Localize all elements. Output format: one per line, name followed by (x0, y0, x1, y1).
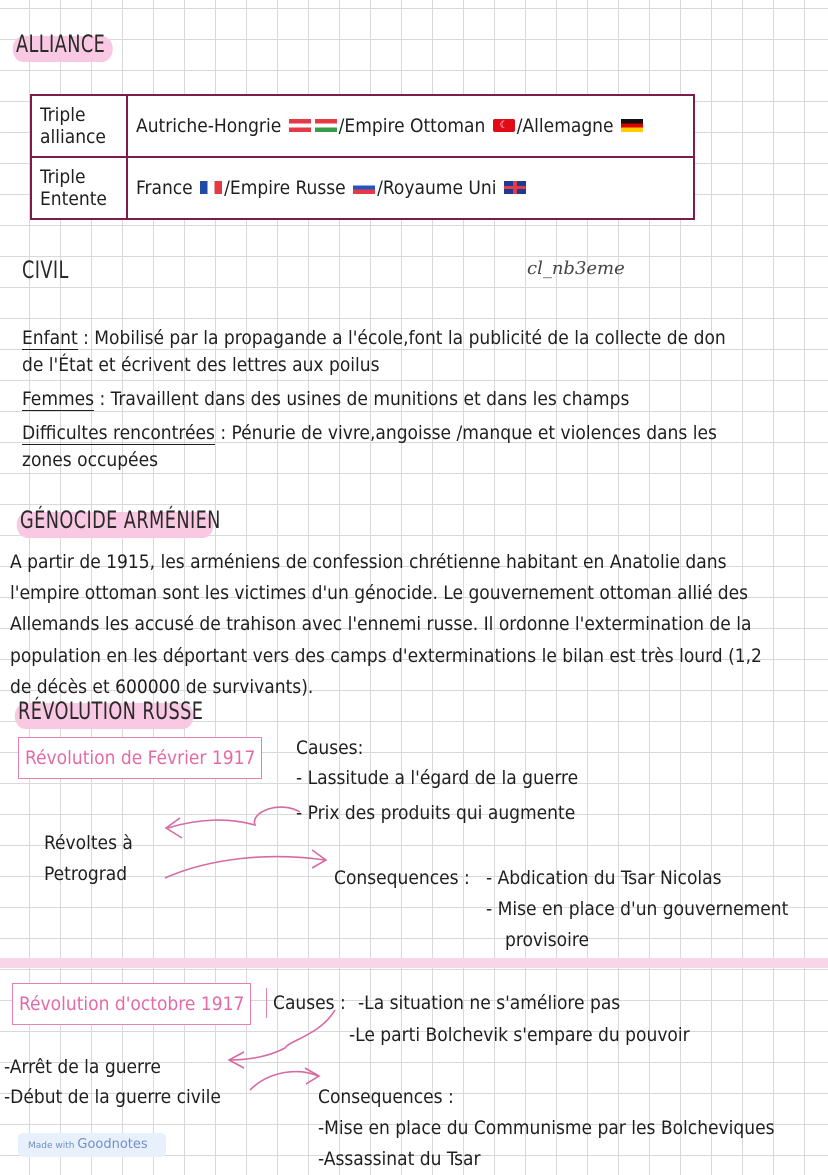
genocide-line-5: de décès et 600000 de survivants). (10, 676, 314, 698)
alliance-heading: ALLIANCE (16, 30, 105, 58)
arrow-to-octobre-consequences (250, 1072, 318, 1090)
civil-heading: CIVIL (22, 256, 69, 284)
fevrier-cause-2: - Prix des produits qui augmente (296, 802, 576, 824)
fevrier-consequence-1: - Abdication du Tsar Nicolas (486, 867, 722, 889)
arrow-to-consequences (165, 857, 325, 878)
fevrier-consequence-2: - Mise en place d'un gouvernement (486, 898, 789, 920)
turkey-flag-icon: ☾ (493, 119, 515, 132)
octobre-title-box: Révolution d'octobre 1917 (12, 983, 251, 1025)
genocide-line-1: A partir de 1915, les arméniens de confession chrétienne habitant en Anatolie dans (10, 551, 727, 573)
civil-enfant-line1: Enfant : Mobilisé par la propagande a l'école,font la publicité de la collecte de don (22, 327, 726, 349)
civil-difficultes-line1: Difficultes rencontrées : Pénurie de vivre,angoisse /manque et violences dans les (22, 422, 717, 444)
goodnotes-watermark: Made with Goodnotes (18, 1133, 166, 1157)
arrow-to-effects (230, 1010, 335, 1060)
triple-entente-members: France /Empire Russe /Royaume Uni (127, 157, 694, 219)
octobre-effect-1: -Arrêt de la guerre (4, 1056, 161, 1078)
fevrier-consequence-3: provisoire (505, 929, 590, 951)
octobre-causes-label: Causes : (266, 988, 346, 1018)
octobre-cause-2: -Le parti Bolchevik s'empare du pouvoir (349, 1024, 690, 1046)
civil-difficultes-line2: zones occupées (22, 449, 159, 471)
triple-entente-label: Triple Entente (31, 157, 127, 219)
civil-femmes: Femmes : Travaillent dans des usines de munitions et dans les champs (22, 388, 630, 410)
civil-enfant-line2: de l'État et écrivent des lettres aux poilus (22, 354, 380, 376)
fevrier-consequences-label: Consequences : (334, 867, 470, 889)
revolution-heading: RÉVOLUTION RUSSE (18, 697, 203, 725)
genocide-heading: GÉNOCIDE ARMÉNIEN (20, 506, 221, 534)
fevrier-causes-label: Causes: (296, 737, 364, 759)
octobre-consequences-label: Consequences : (318, 1086, 454, 1108)
triple-alliance-members: Autriche-Hongrie /Empire Ottoman ☾ /Allemagne (127, 95, 694, 157)
genocide-line-3: Allemands les accusé de trahison avec l'ennemi russe. Il ordonne l'extermination de la (10, 613, 752, 635)
arrow-to-revoltes (168, 807, 300, 828)
fevrier-revoltes-line2: Petrograd (44, 863, 128, 885)
octobre-consequence-2: -Assassinat du Tsar (318, 1148, 481, 1170)
genocide-line-2: l'empire ottoman sont les victimes d'un génocide. Le gouvernement ottoman allié des (10, 582, 749, 604)
triple-alliance-label: Triple alliance (31, 95, 127, 157)
author-signature: cl_nb3eme (527, 258, 625, 279)
octobre-cause-1: -La situation ne s'améliore pas (358, 992, 621, 1014)
genocide-line-4: population en les déportant vers des camps d'exterminations le bilan est très lourd (1,2 (10, 645, 762, 667)
fevrier-revoltes-line1: Révoltes à (44, 832, 133, 854)
octobre-consequence-1: -Mise en place du Communisme par les Bolcheviques (318, 1117, 775, 1139)
fevrier-title-box: Révolution de Février 1917 (18, 737, 262, 779)
octobre-effect-2: -Début de la guerre civile (4, 1086, 221, 1108)
fevrier-cause-1: - Lassitude a l'égard de la guerre (296, 767, 579, 789)
